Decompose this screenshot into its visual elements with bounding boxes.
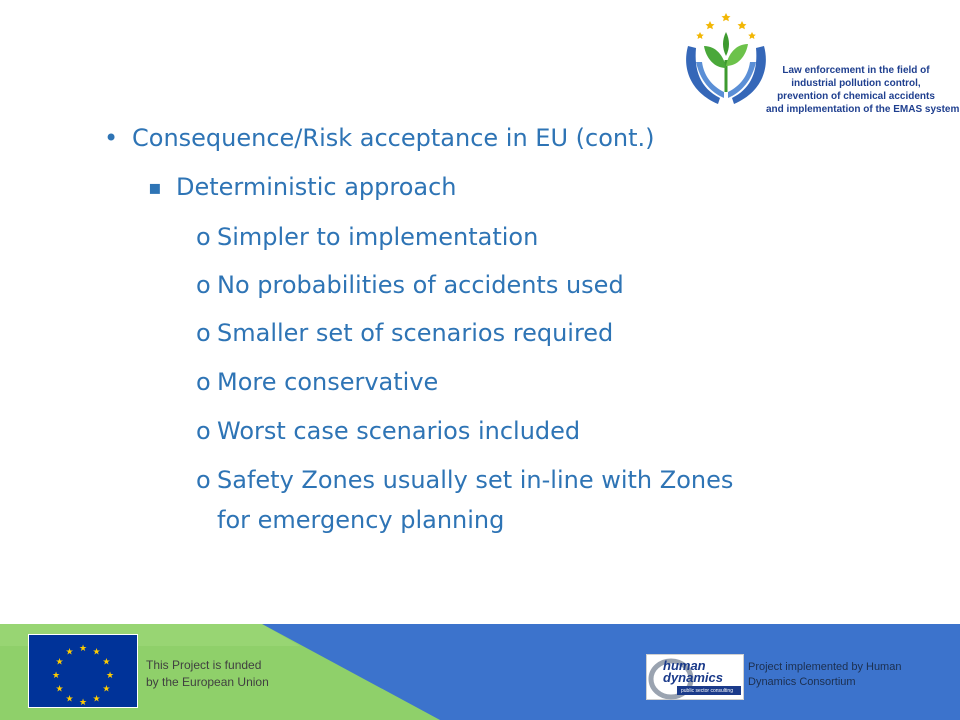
eu-flag-icon [28,634,138,708]
svg-text:★: ★ [92,694,101,705]
human-dynamics-tagline: public sector consulting [681,688,733,694]
svg-text:★: ★ [78,644,88,654]
logo-line: industrial pollution control, [791,78,921,89]
svg-text:★: ★ [102,657,111,668]
funded-by-eu-text [146,657,306,691]
square-bullet-marker: ▪ [148,175,162,199]
svg-text:★: ★ [102,684,111,695]
svg-text:★: ★ [65,647,74,658]
level3-marker: o [196,319,211,347]
eu-flag [28,634,138,708]
svg-text:★: ★ [78,698,88,708]
human-dynamics-wordmark [663,660,723,684]
level3-item: Smaller set of scenarios required [217,319,614,347]
svg-text:★: ★ [51,671,61,681]
logo-line: prevention of chemical accidents [777,91,935,102]
wordmark-line: dynamics [663,670,723,685]
logo-line: and implementation of the EMAS system [766,104,960,115]
level3-item: Simpler to implementation [217,223,539,251]
level3-marker: o [196,271,211,299]
level3-marker: o [196,368,211,396]
footer-band [0,624,960,720]
svg-text:★: ★ [55,657,64,668]
level3-marker: o [196,223,211,251]
svg-text:★: ★ [55,684,64,695]
project-logo-text [766,64,960,116]
wordmark-line: human [663,658,706,673]
svg-text:★: ★ [65,694,74,705]
logo-line: Law enforcement in the field of [782,65,930,76]
level2-item: Deterministic approach [176,173,457,201]
level3-item: Safety Zones usually set in-line with Zones [217,466,734,494]
implemented-line: Dynamics Consortium [748,676,856,688]
funded-line: by the European Union [146,675,269,689]
level3-marker: o [196,466,211,494]
svg-text:★: ★ [105,671,115,681]
level3-item: More conservative [217,368,439,396]
level3-marker: o [196,417,211,445]
level3-item: Worst case scenarios included [217,417,581,445]
level3-item: No probabilities of accidents used [217,271,624,299]
svg-text:★: ★ [92,647,101,658]
funded-line: This Project is funded [146,658,262,672]
human-dynamics-logo [646,654,744,700]
level1-item: Consequence/Risk acceptance in EU (cont.) [132,124,655,152]
implemented-by-text [748,660,948,690]
bullet-marker: • [104,124,119,152]
project-logo [680,12,960,115]
level3-item-continuation: for emergency planning [217,506,505,534]
implemented-line: Project implemented by Human [748,661,902,673]
